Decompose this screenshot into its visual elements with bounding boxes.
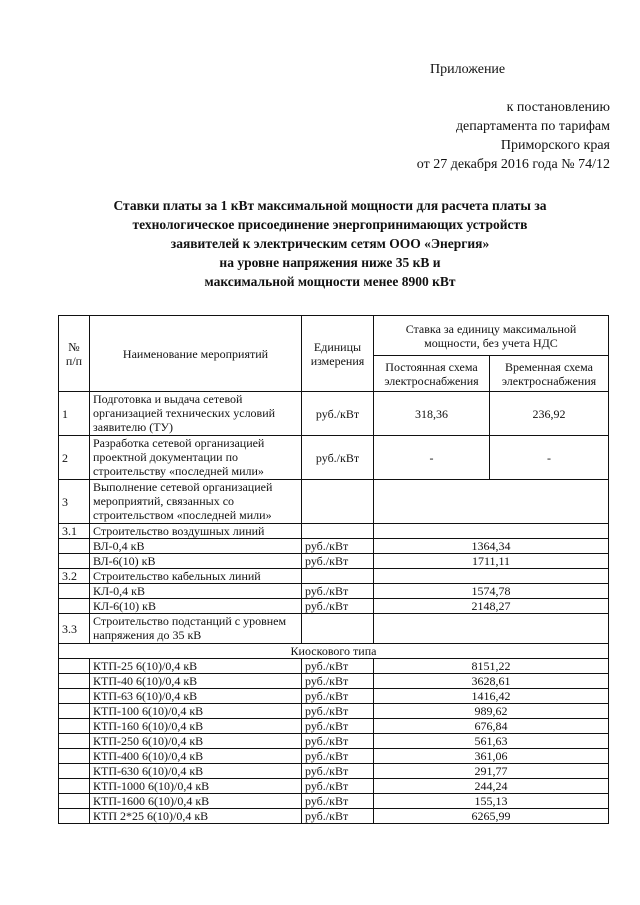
row-number xyxy=(59,749,90,764)
row-number xyxy=(59,659,90,674)
row-temporary-value: 236,92 xyxy=(490,392,609,436)
row-value: 291,77 xyxy=(374,764,609,779)
row-unit: руб./кВт xyxy=(302,554,374,569)
row-name: КТП-25 6(10)/0,4 кВ xyxy=(90,659,302,674)
row-number xyxy=(59,704,90,719)
row-number xyxy=(59,809,90,824)
row-number: 3 xyxy=(59,480,90,524)
row-name: Строительство воздушных линий xyxy=(90,524,302,539)
row-unit: руб./кВт xyxy=(302,539,374,554)
row-number xyxy=(59,584,90,599)
title-line: технологическое присоединение энергопринимающих устройств xyxy=(132,217,528,232)
row-name: КТП 2*25 6(10)/0,4 кВ xyxy=(90,809,302,824)
appendix-label: Приложение xyxy=(430,62,506,77)
row-unit: руб./кВт xyxy=(302,436,374,480)
table-row xyxy=(59,480,609,524)
row-name: ВЛ-6(10) кВ xyxy=(90,554,302,569)
row-name: КТП-400 6(10)/0,4 кВ xyxy=(90,749,302,764)
header-number: № п/п xyxy=(59,316,90,392)
row-unit: руб./кВт xyxy=(302,599,374,614)
table-row xyxy=(59,794,609,809)
table-row xyxy=(59,809,609,824)
table-row xyxy=(59,392,609,436)
row-name: Строительство кабельных линий xyxy=(90,569,302,584)
table-row xyxy=(59,704,609,719)
header-temporary-scheme: Временная схема электроснабжения xyxy=(490,356,609,392)
row-name: КТП-40 6(10)/0,4 кВ xyxy=(90,674,302,689)
row-number xyxy=(59,794,90,809)
row-value: 2148,27 xyxy=(374,599,609,614)
table-row xyxy=(59,689,609,704)
table-row xyxy=(59,569,609,584)
row-number xyxy=(59,674,90,689)
resolution-reference xyxy=(360,98,610,174)
row-value: 361,06 xyxy=(374,749,609,764)
row-unit: руб./кВт xyxy=(302,749,374,764)
row-value xyxy=(374,480,609,524)
basis-line: от 27 декабря 2016 года № 74/12 xyxy=(416,157,610,172)
row-value: 155,13 xyxy=(374,794,609,809)
rates-table xyxy=(58,315,609,824)
row-unit: руб./кВт xyxy=(302,689,374,704)
header-permanent-scheme: Постоянная схема электроснабжения xyxy=(374,356,490,392)
row-name: КТП-63 6(10)/0,4 кВ xyxy=(90,689,302,704)
row-name: КТП-1000 6(10)/0,4 кВ xyxy=(90,779,302,794)
row-value: 1416,42 xyxy=(374,689,609,704)
row-name: Строительство подстанций с уровнем напряжения до 35 кВ xyxy=(90,614,302,644)
row-value: 8151,22 xyxy=(374,659,609,674)
row-value: 244,24 xyxy=(374,779,609,794)
row-value: 1711,11 xyxy=(374,554,609,569)
title-line: заявителей к электрическим сетям ООО «Энергия» xyxy=(170,236,490,251)
row-name: КТП-100 6(10)/0,4 кВ xyxy=(90,704,302,719)
title-line: Ставки платы за 1 кВт максимальной мощности для расчета платы за xyxy=(113,198,547,213)
row-value: 1574,78 xyxy=(374,584,609,599)
row-unit: руб./кВт xyxy=(302,809,374,824)
row-temporary-value: - xyxy=(490,436,609,480)
row-name: КЛ-0,4 кВ xyxy=(90,584,302,599)
row-name: Подготовка и выдача сетевой организацией технических условий заявителю (ТУ) xyxy=(90,392,302,436)
row-unit xyxy=(302,480,374,524)
row-name: Выполнение сетевой организацией мероприятий, связанных со строительством «последней мили» xyxy=(90,480,302,524)
row-name: КТП-160 6(10)/0,4 кВ xyxy=(90,719,302,734)
row-unit xyxy=(302,614,374,644)
row-number: 3.2 xyxy=(59,569,90,584)
row-name: КТП-250 6(10)/0,4 кВ xyxy=(90,734,302,749)
table-row xyxy=(59,436,609,480)
table-row xyxy=(59,764,609,779)
header-activity-name: Наименование мероприятий xyxy=(90,316,302,392)
row-value xyxy=(374,614,609,644)
row-unit: руб./кВт xyxy=(302,764,374,779)
row-value: 676,84 xyxy=(374,719,609,734)
table-row xyxy=(59,644,609,659)
table-row xyxy=(59,779,609,794)
row-number: 2 xyxy=(59,436,90,480)
row-number xyxy=(59,539,90,554)
title-line: максимальной мощности менее 8900 кВт xyxy=(204,274,456,289)
basis-line: Приморского края xyxy=(500,138,610,153)
row-unit: руб./кВт xyxy=(302,734,374,749)
table-row xyxy=(59,614,609,644)
row-unit: руб./кВт xyxy=(302,779,374,794)
kiosk-type-label: Киоскового типа xyxy=(59,644,609,659)
row-permanent-value: 318,36 xyxy=(374,392,490,436)
row-value: 3628,61 xyxy=(374,674,609,689)
row-number xyxy=(59,734,90,749)
document-title xyxy=(60,196,600,291)
table-row xyxy=(59,719,609,734)
header-units: Единицы измерения xyxy=(302,316,374,392)
row-unit: руб./кВт xyxy=(302,392,374,436)
row-number: 3.1 xyxy=(59,524,90,539)
title-line: на уровне напряжения ниже 35 кВ и xyxy=(219,255,441,270)
row-permanent-value: - xyxy=(374,436,490,480)
row-unit: руб./кВт xyxy=(302,674,374,689)
table-row xyxy=(59,539,609,554)
row-value: 561,63 xyxy=(374,734,609,749)
row-number: 3.3 xyxy=(59,614,90,644)
table-row xyxy=(59,749,609,764)
row-value: 6265,99 xyxy=(374,809,609,824)
row-unit: руб./кВт xyxy=(302,704,374,719)
row-unit xyxy=(302,524,374,539)
basis-line: департамента по тарифам xyxy=(455,119,610,134)
table-row xyxy=(59,599,609,614)
row-number xyxy=(59,764,90,779)
table-row xyxy=(59,554,609,569)
row-value xyxy=(374,524,609,539)
row-number xyxy=(59,599,90,614)
row-number xyxy=(59,689,90,704)
row-name: КТП-630 6(10)/0,4 кВ xyxy=(90,764,302,779)
table-row xyxy=(59,659,609,674)
table-row xyxy=(59,674,609,689)
row-unit: руб./кВт xyxy=(302,584,374,599)
row-value xyxy=(374,569,609,584)
basis-line: к постановлению xyxy=(506,100,610,115)
row-unit: руб./кВт xyxy=(302,719,374,734)
table-row xyxy=(59,584,609,599)
header-rate: Ставка за единицу максимальной мощности, без учета НДС xyxy=(374,316,609,356)
row-number: 1 xyxy=(59,392,90,436)
row-unit: руб./кВт xyxy=(302,794,374,809)
row-name: КЛ-6(10) кВ xyxy=(90,599,302,614)
table-row xyxy=(59,524,609,539)
row-unit xyxy=(302,569,374,584)
row-name: ВЛ-0,4 кВ xyxy=(90,539,302,554)
row-number xyxy=(59,779,90,794)
row-value: 1364,34 xyxy=(374,539,609,554)
table-row xyxy=(59,734,609,749)
row-number xyxy=(59,554,90,569)
row-name: Разработка сетевой организацией проектной документации по строительству «последней мили» xyxy=(90,436,302,480)
row-name: КТП-1600 6(10)/0,4 кВ xyxy=(90,794,302,809)
row-number xyxy=(59,719,90,734)
row-unit: руб./кВт xyxy=(302,659,374,674)
row-value: 989,62 xyxy=(374,704,609,719)
table-header-row xyxy=(59,316,609,356)
